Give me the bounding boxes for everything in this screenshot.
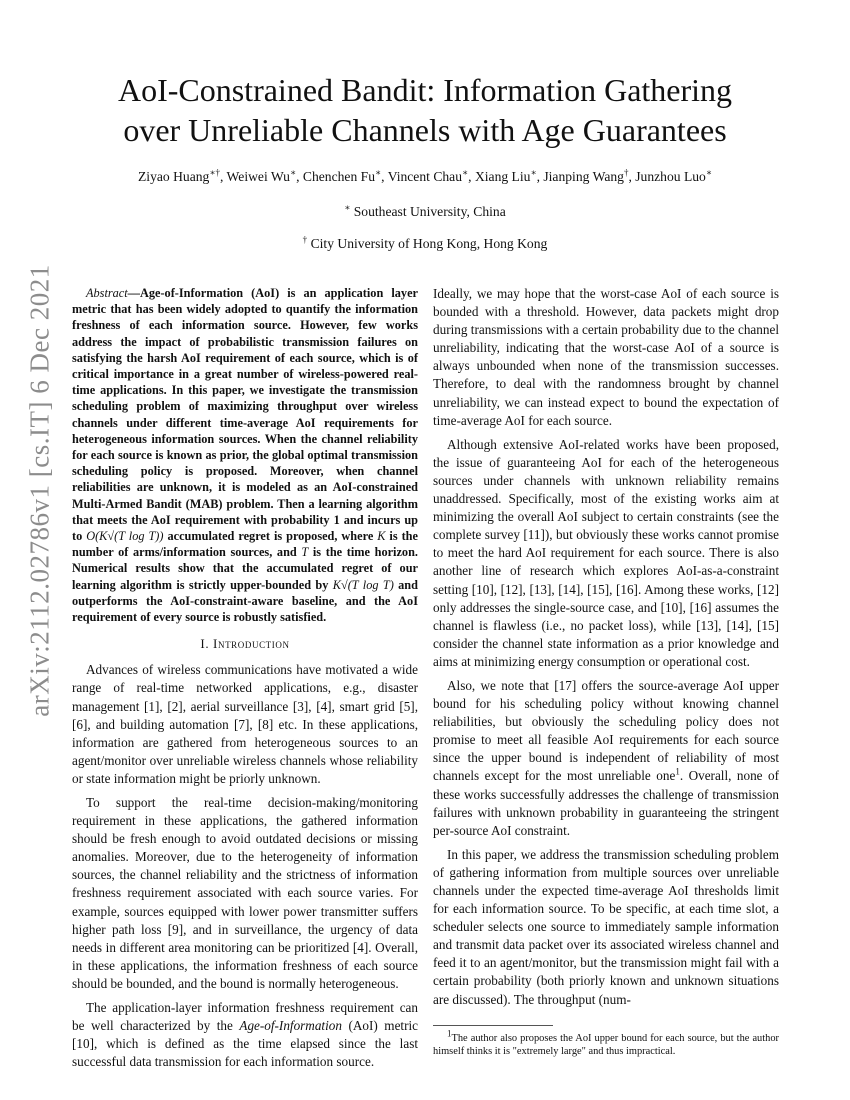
abstract-dash: — xyxy=(127,286,140,300)
body-paragraph xyxy=(433,677,779,840)
abstract-math-t: T xyxy=(301,545,309,560)
right-column xyxy=(433,285,779,1058)
abstract-math-bound: K√(T log T) xyxy=(332,577,394,592)
footnote-reference: 1 xyxy=(675,767,680,778)
author-mark: ∗ xyxy=(289,167,297,178)
footnote-text: The author also proposes the AoI upper bound for each source, but the author himself thinks it is "extremely large" and thus impractical. xyxy=(433,1032,779,1057)
author-mark: ∗† xyxy=(209,167,220,178)
author-name: Vincent Chau xyxy=(387,169,463,184)
affiliation-cityu xyxy=(60,235,790,253)
arxiv-identifier-text: arXiv:2112.02786v1 [cs.IT] 6 Dec 2021 xyxy=(24,263,55,717)
arxiv-identifier-stamp xyxy=(8,263,72,717)
emphasis-term: Age-of-Information xyxy=(239,1018,342,1034)
body-paragraph: In this paper, we address the transmission scheduling problem of gathering information from multiple sources over unreliable channels under the expected time-average AoI thresholds limit for each information source. To be specific, at each time slot, a scheduler selects one source to immediately sample information and transmit data packet over its associated wireless channel and feed it to an agent/monitor, but the transmission might fail with a certain probability (both priorly known and unknown situations are discussed). The throughput (num- xyxy=(433,846,779,1007)
abstract-text: is the time horizon. Numerical results show that the accumulated regret of our learning algorithm is strictly upper-bounded by xyxy=(72,545,418,592)
affiliation-mark: ∗ xyxy=(344,202,351,213)
author-name: Jianping Wang xyxy=(543,169,624,184)
body-paragraph: Advances of wireless communications have motivated a wide range of real-time networked applications, e.g., disaster management [1], [2], aerial surveillance [3], [4], smart grid [5], [6], and building automation [7], [8] etc. In these applications, information are gathered from heterogeneous sources to an agent/monitor over unreliable wireless channels whose reliability or state information might be priorly unknown. xyxy=(72,662,418,786)
author-list: Ziyao Huang∗†, Weiwei Wu∗, Chenchen Fu∗, Vincent Chau∗, Xiang Liu∗, Jianping Wang†, Junzhou Luo∗ xyxy=(138,167,712,184)
section-heading-introduction: I. Introduction xyxy=(200,636,290,652)
abstract-math-k: K xyxy=(377,529,386,544)
author-name: Chenchen Fu xyxy=(302,169,376,184)
body-text: (AoI) metric [10], which is defined as the time elapsed since the last successful data transmission for each information source. xyxy=(72,1018,418,1070)
title-line-2: over Unreliable Channels with Age Guarantees xyxy=(123,112,727,148)
affiliation-name: Southeast University, China xyxy=(353,204,506,219)
left-column xyxy=(72,285,418,1071)
body-text: Also, we note that [17] offers the source-average AoI upper bound for his scheduling policy without knowing channel reliabilities, but obviously the scheduling policy does not promise to meet all feasible AoI requirements for each source since the upper bound is independent of reliability of most channels except for the most unreliable one xyxy=(433,677,779,784)
body-paragraph: To support the real-time decision-making/monitoring requirement in these applications, the gathered information should be fresh enough to avoid outdated decisions or missing anomalies. Moreover, due to the heterogeneity of information sources, the channel reliability and the strictness of information freshness requirement associated with each source varies. For example, sources equipped with lower power transmitter suffers higher path loss [9], and in surveillance, the urgency of data needs in different area monitoring can be prioritized [4]. Overall, in these applications, the information freshness of each source should be bounded, and the bound is normally heterogeneous. xyxy=(72,795,418,991)
abstract-text: accumulated regret is proposed, where xyxy=(163,529,378,544)
affiliation-mark: † xyxy=(302,234,308,245)
body-text: The application-layer information freshness requirement can be well characterized by the xyxy=(72,1000,418,1034)
abstract-text: Age-of-Information (AoI) is an application layer metric that has been widely adopted to quantify the information freshness of each information source. However, few works address the impact of probabilistic transmission failures on satisfying the harsh AoI requirement of each source, which is of critical importance in a great number of wireless-powered real-time applications. In this paper, we investigate the transmission scheduling problem of maximizing throughput over wireless channels under different time-average AoI requirements for heterogeneous information sources. When the channel reliability for each source is known as prior, the global optimal transmission scheduling policy is proposed. Moreover, when channel reliabilities are unknown, it is modeled as an AoI-constrained Multi-Armed Bandit (MAB) problem. Then a learning algorithm that meets the AoI requirement with probability 1 and incurs up to xyxy=(72,286,418,544)
body-paragraph: Although extensive AoI-related works have been proposed, the issue of guaranteeing AoI for each of the heterogeneous sources under channels with unknown reliability remains unaddressed. Specifically, most of the existing works aim at minimizing the overall AoI subject to certain constraints (see the complete survey [11]), but obviously these works cannot promise to meet the hard AoI requirement for each source. There is also another line of research which explores AoI-as-a-constraint setting [10], [12], [13], [14], [15], [16]. Among these works, [12] only addresses the single-source case, and [10], [16] assumes the channel is flawless (i.e., no packet loss), while [13], [14], [15] consider the channel state information as a prior knowledge and aims at minimizing energy consumption or operational cost. xyxy=(433,436,779,669)
footnote-divider xyxy=(433,1025,553,1026)
author-mark: ∗ xyxy=(530,167,537,178)
author-name: Xiang Liu xyxy=(474,169,531,184)
author-mark: ∗ xyxy=(375,167,382,178)
affiliation-name: City University of Hong Kong, Hong Kong xyxy=(310,236,548,251)
body-text: . Overall, none of these works successfully addresses the challenge of transmission failures with unknown probability in guaranteeing the stringent per-source AoI constraint. xyxy=(433,768,779,838)
abstract-math-regret: O(K√(T log T)) xyxy=(86,529,164,544)
author-name: Junzhou Luo xyxy=(635,169,706,184)
abstract-label: Abstract xyxy=(86,286,128,300)
author-name: Ziyao Huang xyxy=(138,169,210,184)
body-paragraph xyxy=(72,999,418,1071)
body-paragraph: Ideally, we may hope that the worst-case AoI of each source is bounded with a threshold. However, data packets might drop during transmissions with a certain probability due to the channel unreliability, indicating that the worst-case AoI of a source is always unbounded when none of the transmission successes. Therefore, to deal with the randomness brought by channel unreliability, we can instead expect to bound the expectation of time-average AoI for each source. xyxy=(433,286,779,428)
affiliation-southeast xyxy=(60,203,790,221)
abstract-text: and outperforms the AoI-constraint-aware baseline, and the AoI requirement of every source is robustly satisfied. xyxy=(72,577,418,625)
author-mark: † xyxy=(623,167,629,178)
abstract xyxy=(72,285,418,625)
title-line-1: AoI-Constrained Bandit: Information Gathering xyxy=(117,72,733,108)
paper-title xyxy=(60,70,790,150)
author-mark: ∗ xyxy=(462,167,469,178)
abstract-text: is the number of arms/information sources, and xyxy=(72,529,418,560)
footnote xyxy=(433,1028,779,1058)
footnote-mark: 1 xyxy=(447,1028,452,1039)
author-name: Weiwei Wu xyxy=(226,169,290,184)
author-mark: ∗ xyxy=(705,167,712,178)
